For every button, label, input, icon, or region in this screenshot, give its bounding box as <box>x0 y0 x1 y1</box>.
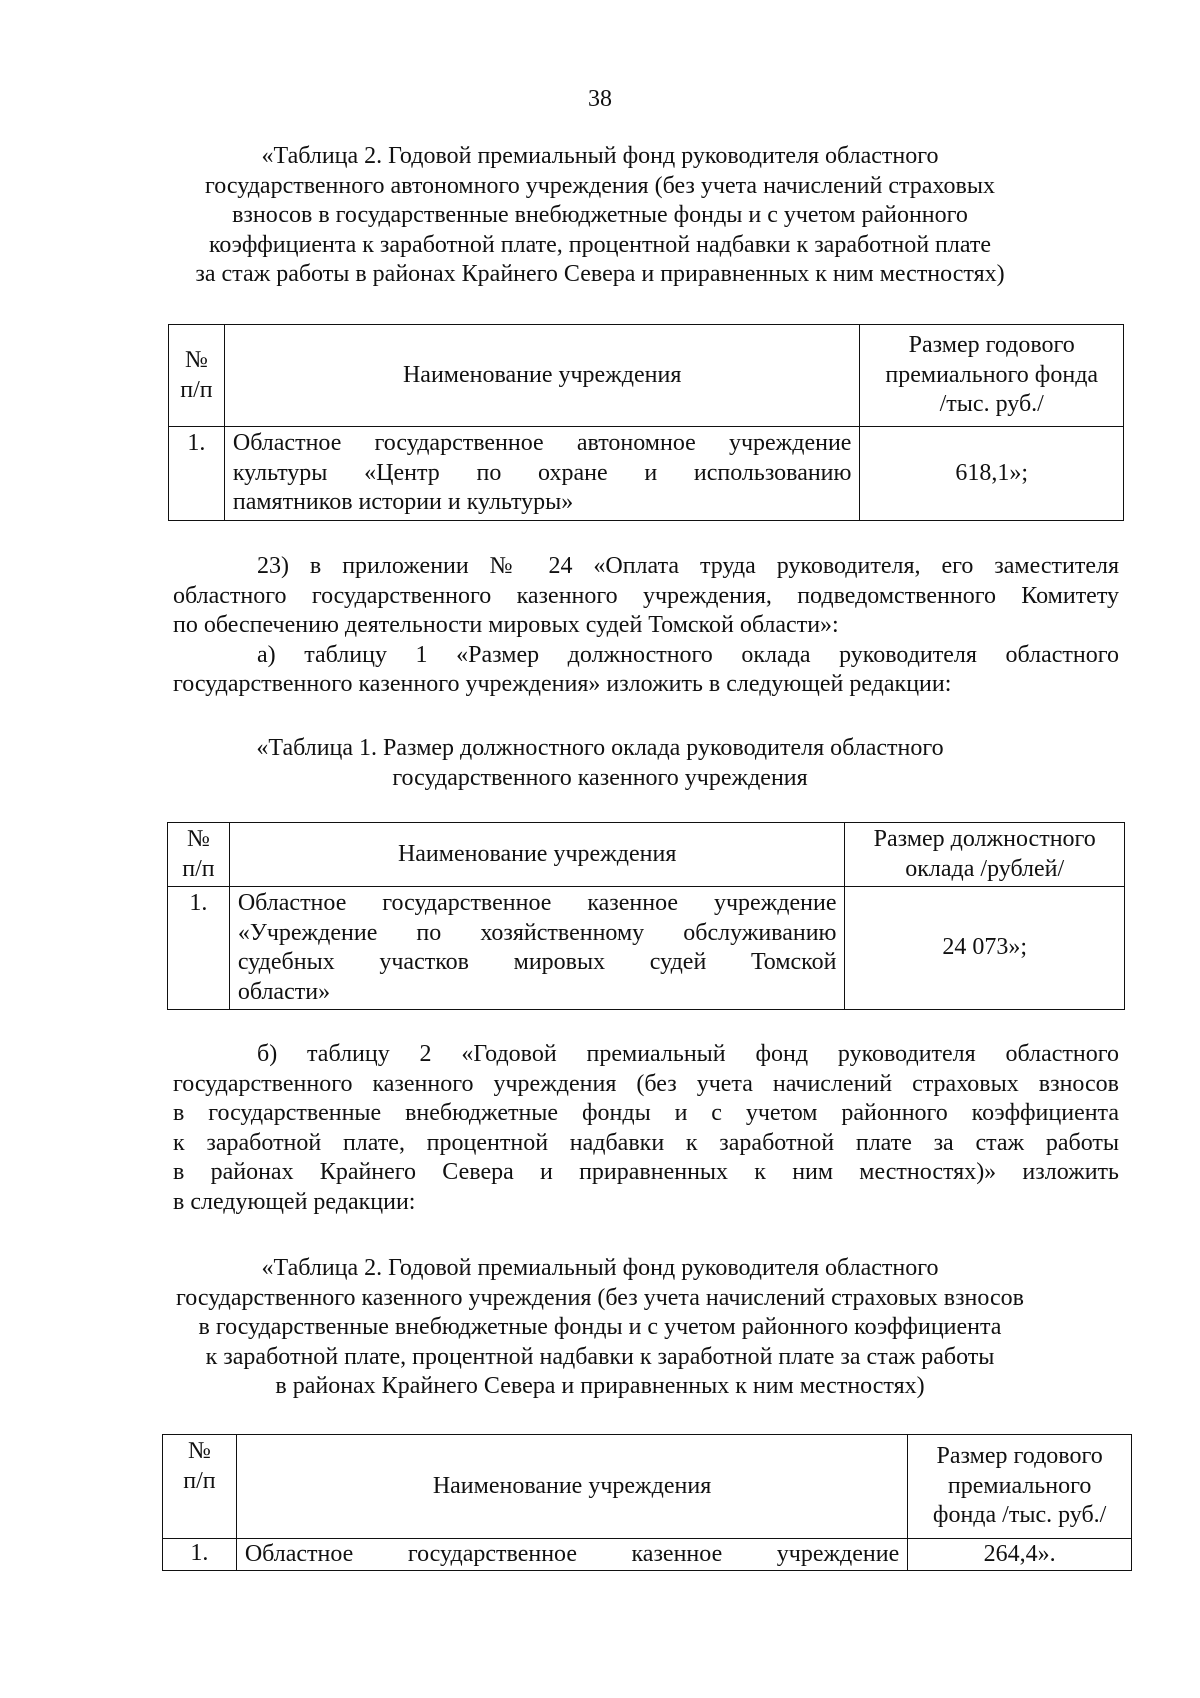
header-value: Размер должностного оклада /рублей/ <box>845 823 1125 887</box>
row-name: Областное государственное казенное учреждение <box>236 1539 907 1571</box>
caption-line: за стаж работы в районах Крайнего Севера и приравненных к ним местностях) <box>195 261 1005 287</box>
row-value: 24 073»; <box>845 887 1125 1010</box>
table-caption-3 <box>140 1254 1060 1402</box>
table-row <box>169 427 1124 521</box>
caption-line: государственного автономного учреждения (без учета начислений страховых <box>205 172 995 199</box>
caption-line: государственного казенного учреждения (без учета начислений страховых взносов <box>176 1284 1024 1311</box>
table-header-row <box>168 823 1125 887</box>
paragraph-b: б) таблицу 2 «Годовой премиальный фонд руководителя областного государственного казенного учреждения (без учета начислений страховых взносов в государственные внебюджетные фонды и с учетом районного коэффициента к заработной плате, процентной надбавки к заработной плате за стаж работы в районах Крайнего Севера и приравненных к ним местностях)» изложить в следующей редакции: <box>173 1041 1119 1215</box>
row-num: 1. <box>169 427 225 521</box>
caption-line: в государственные внебюджетные фонды и с учетом районного коэффициента <box>198 1314 1002 1340</box>
paragraph-23: 23) в приложении № 24 «Оплата труда руководителя, его заместителя областного государственного казенного учреждения, подведомственного Комитету по обеспечению деятельности мировых судей Томской области»: а) таблицу 1 «Размер должностного оклада руководителя областного государственного казенного учреждения» изложить в следующей редакции: <box>173 553 1119 697</box>
header-name: Наименование учреждения <box>229 823 845 887</box>
header-num: № п/п <box>169 325 225 427</box>
row-num: 1. <box>168 887 230 1010</box>
table-2 <box>167 822 1125 1010</box>
header-name: Наименование учреждения <box>224 325 860 427</box>
row-name: Областное государственное автономное учреждение культуры «Центр по охране и использованию памятников истории и культуры» <box>224 427 860 521</box>
row-value: 264,4». <box>908 1539 1132 1571</box>
header-num: № п/п <box>168 823 230 887</box>
caption-line: в районах Крайнего Севера и приравненных к ним местностях) <box>275 1373 925 1399</box>
caption-line: к заработной плате, процентной надбавки к заработной плате за стаж работы <box>205 1343 995 1370</box>
header-name: Наименование учреждения <box>236 1435 907 1539</box>
caption-line: «Таблица 2. Годовой премиальный фонд руководителя областного <box>261 1255 939 1281</box>
table-1 <box>168 324 1124 521</box>
row-name: Областное государственное казенное учреждение «Учреждение по хозяйственному обслуживанию судебных участков мировых судей Томской области» <box>229 887 845 1010</box>
row-num: 1. <box>163 1539 237 1571</box>
table-row <box>168 887 1125 1010</box>
table-row <box>163 1539 1132 1571</box>
table-header-row <box>169 325 1124 427</box>
caption-line: «Таблица 2. Годовой премиальный фонд руководителя областного <box>261 143 939 169</box>
caption-line: государственного казенного учреждения <box>392 764 808 791</box>
table-caption-2 <box>160 734 1040 793</box>
row-value: 618,1»; <box>860 427 1124 521</box>
table-header-row <box>163 1435 1132 1539</box>
table-caption-1 <box>160 142 1040 290</box>
header-value: Размер годового премиального фонда /тыс. руб./ <box>908 1435 1132 1539</box>
page-number: 38 <box>588 86 612 112</box>
caption-line: «Таблица 1. Размер должностного оклада руководителя областного <box>256 735 944 761</box>
header-value: Размер годового премиального фонда /тыс. руб./ <box>860 325 1124 427</box>
header-num: № п/п <box>163 1435 237 1539</box>
caption-line: коэффициента к заработной плате, процентной надбавки к заработной плате <box>208 231 992 258</box>
caption-line: взносов в государственные внебюджетные фонды и с учетом районного <box>232 202 968 228</box>
table-3 <box>162 1434 1132 1571</box>
